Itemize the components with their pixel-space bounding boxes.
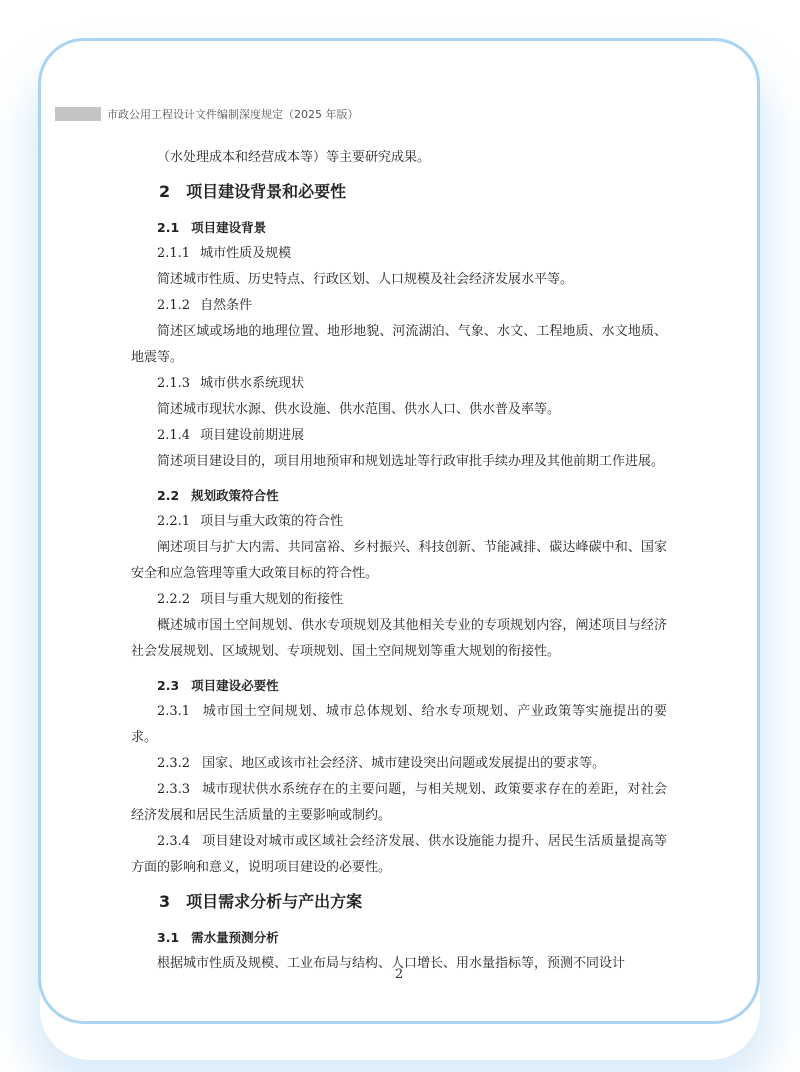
clause-number: 2.3.4 [157, 834, 191, 849]
clause-heading [131, 587, 667, 613]
section-title: 项目建设背景和必要性 [186, 182, 347, 201]
clause-title: 项目与重大政策的符合性 [200, 514, 344, 529]
section-number: 2 [159, 182, 171, 201]
subsection-title: 项目建设背景 [191, 220, 267, 235]
subsection-heading [131, 925, 667, 951]
section-title: 项目需求分析与产出方案 [186, 892, 363, 911]
body-paragraph [131, 829, 667, 881]
body-paragraph [131, 535, 667, 587]
document-body [131, 145, 667, 977]
body-paragraph [131, 397, 667, 423]
paragraph-text: 城市现状供水系统存在的主要问题，与相关规划、政策要求存在的差距，对社会经济发展和居民生活质量的主要影响或制约。 [131, 782, 667, 823]
clause-heading [131, 509, 667, 535]
clause-number: 2.1.2 [157, 298, 191, 313]
section-heading [131, 889, 667, 915]
subsection-heading [131, 215, 667, 241]
clause-title: 项目与重大规划的衔接性 [200, 592, 344, 607]
body-paragraph [131, 145, 667, 171]
body-paragraph [131, 699, 667, 751]
clause-number: 2.2.1 [157, 514, 191, 529]
paragraph-text: 概述城市国土空间规划、供水专项规划及其他相关专业的专项规划内容，阐述项目与经济社会发展规划、区域规划、专项规划、国土空间规划等重大规划的衔接性。 [131, 618, 667, 659]
clause-title: 自然条件 [200, 298, 253, 313]
paragraph-text: 国家、地区或该市社会经济、城市建设突出问题或发展提出的要求等。 [202, 756, 606, 771]
running-header [55, 107, 359, 121]
clause-heading [131, 293, 667, 319]
paragraph-text: 阐述项目与扩大内需、共同富裕、乡村振兴、科技创新、节能减排、碳达峰碳中和、国家安全和应急管理等重大政策目标的符合性。 [131, 540, 667, 581]
paragraph-text: 项目建设对城市或区域社会经济发展、供水设施能力提升、居民生活质量提高等方面的影响和意义，说明项目建设的必要性。 [131, 834, 667, 875]
section-number: 3 [159, 892, 171, 911]
paragraph-text: （水处理成本和经营成本等）等主要研究成果。 [157, 150, 431, 165]
clause-heading [131, 423, 667, 449]
subsection-number: 3.1 [157, 930, 180, 945]
page-number: 2 [394, 967, 404, 982]
body-paragraph [131, 319, 667, 371]
document-page [38, 38, 760, 1024]
clause-heading [131, 371, 667, 397]
body-paragraph [131, 449, 667, 475]
clause-number: 2.3.3 [157, 782, 191, 797]
clause-title: 城市性质及规模 [200, 246, 292, 261]
header-title: 市政公用工程设计文件编制深度规定（2025 年版） [107, 108, 359, 121]
body-paragraph [131, 267, 667, 293]
subsection-title: 需水量预测分析 [191, 930, 279, 945]
paragraph-text: 简述项目建设目的，项目用地预审和规划选址等行政审批手续办理及其他前期工作进展。 [157, 454, 665, 469]
subsection-number: 2.1 [157, 220, 180, 235]
clause-number: 2.2.2 [157, 592, 191, 607]
paragraph-text: 简述城市性质、历史特点、行政区划、人口规模及社会经济发展水平等。 [157, 272, 574, 287]
subsection-title: 项目建设必要性 [191, 678, 279, 693]
paragraph-text: 简述区域或场地的地理位置、地形地貌、河流湖泊、气象、水文、工程地质、水文地质、地震等。 [131, 324, 667, 365]
clause-number: 2.3.1 [157, 704, 191, 719]
clause-number: 2.1.4 [157, 428, 191, 443]
section-heading [131, 179, 667, 205]
subsection-number: 2.3 [157, 678, 180, 693]
paragraph-text: 根据城市性质及规模、工业布局与结构、人口增长、用水量指标等，预测不同设计 [157, 956, 626, 971]
clause-number: 2.1.1 [157, 246, 191, 261]
paragraph-text: 简述城市现状水源、供水设施、供水范围、供水人口、供水普及率等。 [157, 402, 561, 417]
body-paragraph [131, 613, 667, 665]
subsection-title: 规划政策符合性 [191, 488, 279, 503]
clause-number: 2.1.3 [157, 376, 191, 391]
paragraph-text: 城市国土空间规划、城市总体规划、给水专项规划、产业政策等实施提出的要求。 [131, 704, 667, 745]
subsection-heading [131, 483, 667, 509]
clause-number: 2.3.2 [157, 756, 191, 771]
clause-title: 项目建设前期进展 [200, 428, 305, 443]
header-bar-decoration [55, 107, 101, 121]
body-paragraph [131, 777, 667, 829]
subsection-heading [131, 673, 667, 699]
clause-heading [131, 241, 667, 267]
body-paragraph [131, 751, 667, 777]
subsection-number: 2.2 [157, 488, 180, 503]
clause-title: 城市供水系统现状 [200, 376, 305, 391]
